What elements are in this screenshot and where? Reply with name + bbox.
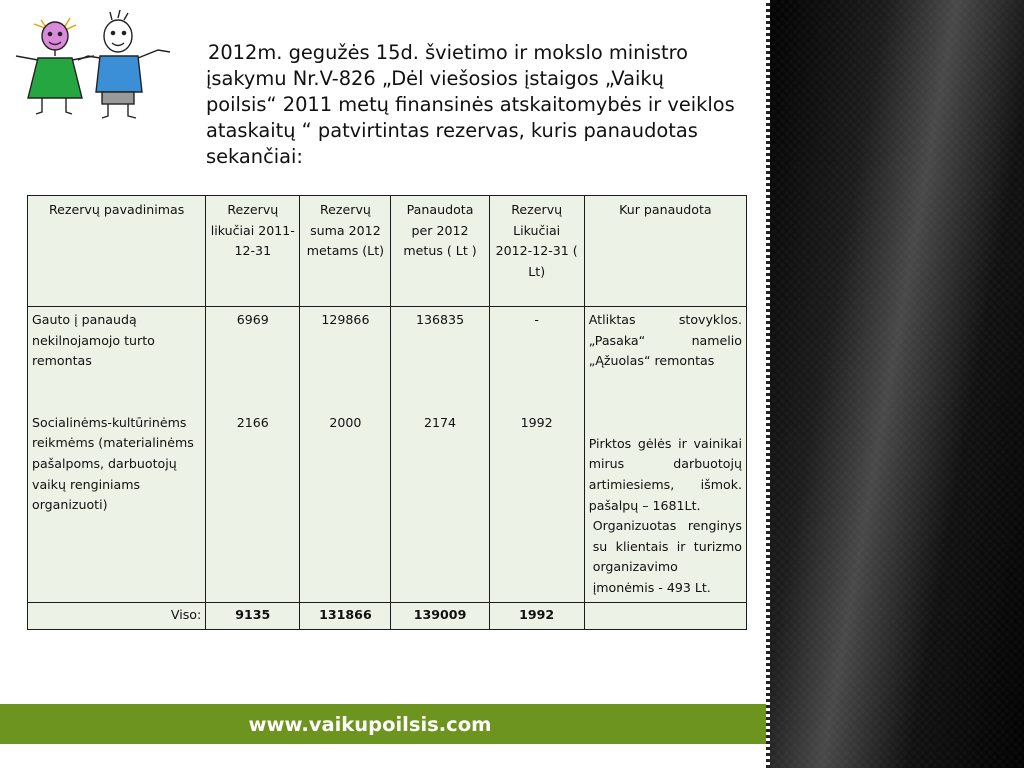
allocated-social: 2000 xyxy=(329,414,362,430)
used-cell xyxy=(391,307,489,603)
where-used-cell xyxy=(584,307,746,603)
col-header-used: Panaudota per 2012 metus ( Lt ) xyxy=(391,196,489,307)
col-header-closing: Rezervų Likučiai 2012-12-31 ( Lt) xyxy=(489,196,584,307)
where-social-flowers: Pirktos gėlės ir vainikai mirus darbuotojų artimiesiems, išmok. pašalpų – 1681Lt. xyxy=(588,435,742,513)
col-header-where: Kur panaudota xyxy=(584,196,746,307)
total-label: Viso: xyxy=(28,602,206,630)
total-allocated: 131866 xyxy=(300,602,391,630)
opening-social: 2166 xyxy=(236,414,269,430)
opening-renovation: 6969 xyxy=(236,312,269,327)
table-header-row xyxy=(28,196,747,307)
reserve-names-cell xyxy=(28,307,206,603)
closing-social: 1992 xyxy=(520,414,553,430)
total-opening: 9135 xyxy=(206,602,300,630)
total-where xyxy=(584,602,746,630)
reserve-name-social: Socialinėms-kultūrinėms reikmėms (materialinėms pašalpoms, darbuotojų vaikų renginiams organizuoti) xyxy=(32,414,194,513)
col-header-opening: Rezervų likučiai 2011-12-31 xyxy=(206,196,300,307)
closing-renovation: - xyxy=(534,312,539,327)
total-used: 139009 xyxy=(391,602,489,630)
allocated-renovation: 129866 xyxy=(321,312,370,327)
website-link[interactable]: www.vaikupoilsis.com xyxy=(248,712,492,736)
children-logo-icon xyxy=(8,6,173,124)
col-header-name: Rezervų pavadinimas xyxy=(28,196,206,307)
col-header-allocated: Rezervų suma 2012 metams (Lt) xyxy=(300,196,391,307)
table-row xyxy=(28,307,747,603)
where-renovation: Atliktas stovyklos.„Pasaka“ namelio „Ąžuolas“ remontas xyxy=(588,312,742,369)
allocated-cell xyxy=(300,307,391,603)
used-renovation: 136835 xyxy=(416,312,465,327)
where-social-event: Organizuotas renginys su klientais ir turizmo organizavimo įmonėmis - 493 Lt. xyxy=(592,518,742,595)
carbon-texture-decoration xyxy=(770,0,1024,768)
reserves-table xyxy=(27,195,747,630)
footer-bar xyxy=(0,704,770,744)
intro-paragraph: 2012m. gegužės 15d. švietimo ir mokslo ministro įsakymu Nr.V-826 „Dėl viešosios įstaigos „Vaikų poilsis“ 2011 metų finansinės atskaitomybės ir veiklos ataskaitų “ patvirtintas rezervas, kuris panaudotas sekančiai: xyxy=(206,41,735,168)
reserve-name-renovation: Gauto į panaudą nekilnojamojo turto remontas xyxy=(32,312,155,369)
opening-cell xyxy=(206,307,300,603)
total-closing: 1992 xyxy=(489,602,584,630)
used-social: 2174 xyxy=(424,414,457,430)
closing-cell xyxy=(489,307,584,603)
total-row xyxy=(28,602,747,630)
